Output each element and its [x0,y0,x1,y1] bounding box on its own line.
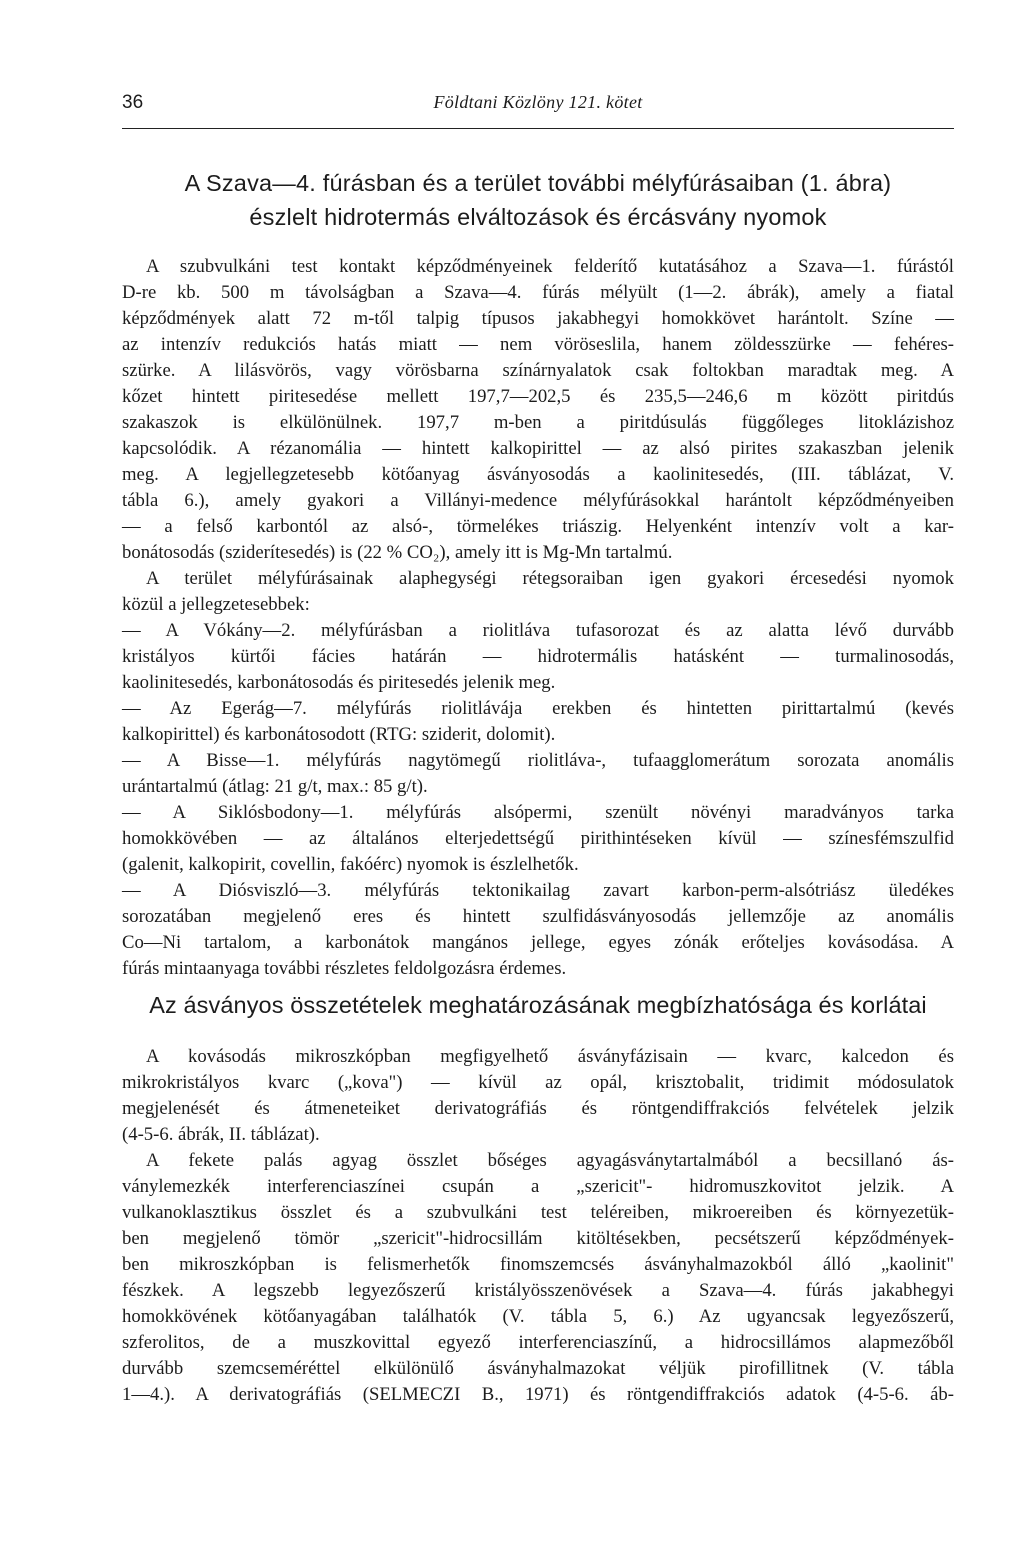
text-line: homokkövében — az általános elterjedettségű pirithintéseken kívül — színesfémszulfid [122,828,954,849]
text-line: kalkopirittel) és karbonátosodott (RTG: sziderit, dolomit). [122,724,556,745]
text-line: megjelenését és átmeneteiket derivatográfiás és röntgendiffrakciós felvételek jelzik [122,1098,954,1119]
text-line: ben megjelenő tömör „szericit"-hidrocsillám kitöltésekben, pecsétszerű képződmények- [122,1228,954,1249]
text-line: ványlemezkék interferenciaszínei csupán a „szericit"- hidromuszkovitot jelzik. A [122,1176,954,1197]
text-line: (galenit, kalkopirit, covellin, fakóérc) nyomok is észlelhetők. [122,854,579,875]
text-line: szürke. A lilásvörös, vagy vörösbarna színárnyalatok csak foltokban maradtak meg. A [122,360,954,381]
text-line: A kovásodás mikroszkópban megfigyelhető ásványfázisain — kvarc, kalcedon és [146,1046,954,1067]
text-line: kristályos kürtői fácies határán — hidrotermális hatásként — turmalinosodás, [122,646,954,667]
text-line: az intenzív redukciós hatás miatt — nem vöröseslila, hanem zöldesszürke — fehéres- [122,334,954,355]
page-number: 36 [122,92,144,113]
text-line: — A Siklósbodony—1. mélyfúrás alsópermi, szenült növényi maradványos tarka [122,802,954,823]
text-line: fúrás mintaanyaga további részletes feldolgozásra érdemes. [122,958,567,979]
text-line: 1—4.). A derivatográfiás (SELMECZI B., 1971) és röntgendiffrakciós adatok (4-5-6. áb- [122,1384,954,1405]
text-line: — A Bisse—1. mélyfúrás nagytömegű riolitláva-, tufaagglomerátum sorozata anomális [122,750,954,771]
text-line: kapcsolódik. A rézanomália — hintett kalkopirittel — az alsó pirites szakaszban jelenik [122,438,954,459]
heading-line: észlelt hidrotermás elváltozások és ércásvány nyomok [249,204,827,230]
text-line: meg. A legjellegzetesebb kötőanyag ásványosodás a kaolinitesedés, (III. táblázat, V. [122,464,954,485]
text-line: D-re kb. 500 m távolságban a Szava—4. fúrás mélyült (1—2. ábrák), amely a fiatal [122,282,954,303]
text-line: kőzet hintett piritesedése mellett 197,7—202,5 és 235,5—246,6 m között piritdús [122,386,954,407]
header-rule [122,128,954,129]
text-line: bonátosodás (sziderítesedés) is (22 % CO₂), amely itt is Mg-Mn tartalmú. [122,542,673,563]
text-line: mikrokristályos kvarc („kova") — kívül az opál, krisztobalit, tridimit módosulatok [122,1072,954,1093]
text-line: A fekete palás agyag összlet bőséges agyagásványtartalmából a becsillanó ás- [146,1150,954,1171]
body-text-section2 [122,1044,954,1408]
text-line: vulkanoklasztikus összlet és a szubvulkáni test teléreiben, mikroereiben és környezetük- [122,1202,954,1223]
text-line: — A Diósviszló—3. mélyfúrás tektonikailag zavart karbon-perm-alsótriász üledékes [122,880,954,901]
text-line: közül a jellegzetesebbek: [122,594,310,615]
text-line: sorozatában megjelenő eres és hintett szulfidásványosodás jellemzője az anomális [122,906,954,927]
text-line: durvább szemcseméréttel elkülönülő ásványhalmazokat véljük pirofillitnek (V. tábla [122,1358,954,1379]
text-line: — a felső karbontól az alsó-, törmelékes triászig. Helyenként intenzív volt a kar- [122,516,954,537]
text-line: kaolinitesedés, karbonátosodás és piritesedés jelenik meg. [122,672,556,693]
section-heading-hydrothermal [122,166,954,234]
text-line: fészkek. A legszebb legyezőszerű kristályösszenövések a Szava—4. fúrás jakabhegyi [122,1280,954,1301]
text-line: ben mikroszkópban is felismerhetők finomszemcsés ásványhalmazokból álló „kaolinit" [122,1254,954,1275]
running-header [122,92,954,120]
text-line: szakaszok is elkülönülnek. 197,7 m-ben a piritdúsulás függőleges litoklázishoz [122,412,954,433]
text-line: képződmények alatt 72 m-től talpig típusos jakabhegyi homokkövet harántolt. Színe — [122,308,954,329]
heading-line: A Szava—4. fúrásban és a terület további mélyfúrásaiban (1. ábra) [184,170,892,196]
body-text-section1 [122,254,954,982]
section-heading-reliability: Az ásványos összetételek meghatározásának megbízhatósága és korlátai [149,992,927,1018]
text-line: — Az Egerág—7. mélyfúrás riolitlávája erekben és hintetten pirittartalmú (kevés [122,698,954,719]
text-line: A terület mélyfúrásainak alaphegységi rétegsoraiban igen gyakori ércesedési nyomok [146,568,954,589]
text-line: (4-5-6. ábrák, II. táblázat). [122,1124,320,1145]
text-line: A szubvulkáni test kontakt képződményeinek felderítő kutatásához a Szava—1. fúrástól [146,256,954,277]
journal-title: Földtani Közlöny 121. kötet [433,92,643,112]
text-line: — A Vókány—2. mélyfúrásban a riolitláva tufasorozat és az alatta lévő durvább [122,620,954,641]
text-line: homokkövének kötőanyagában találhatók (V. tábla 5, 6.) Az ugyancsak legyezőszerű, [122,1306,954,1327]
text-line: szferolitos, de a muszkovittal egyező interferenciaszínű, a hidrocsillámos alapmezőből [122,1332,954,1353]
text-line: Co—Ni tartalom, a karbonátok mangános jellege, egyes zónák erőteljes kovásodása. A [122,932,954,953]
text-line: urántartalmú (átlag: 21 g/t, max.: 85 g/t). [122,776,428,797]
text-line: tábla 6.), amely gyakori a Villányi-medence mélyfúrásokkal harántolt képződményeiben [122,490,954,511]
